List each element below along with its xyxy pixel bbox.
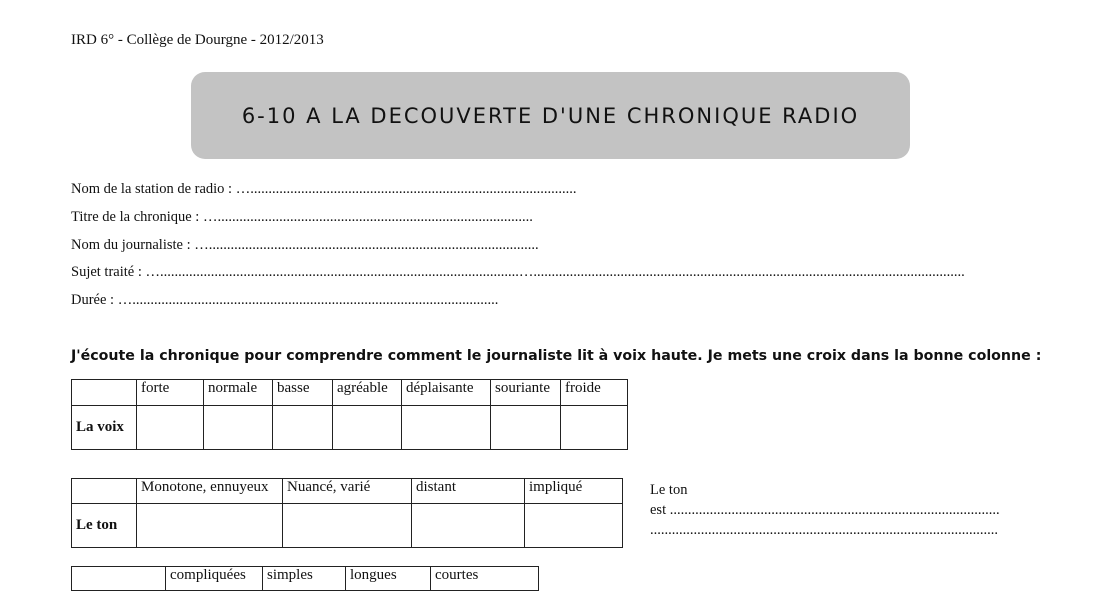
voix-header-cell: normale [204, 380, 273, 406]
ton-note [650, 480, 1000, 540]
voix-header-cell: souriante [491, 380, 561, 406]
table-corner [72, 380, 137, 406]
phrases-header-cell: longues [346, 567, 431, 591]
phrases-table [71, 566, 539, 591]
ton-header-cell: Nuancé, varié [283, 479, 412, 504]
checkbox-cell[interactable] [412, 504, 525, 548]
checkbox-cell[interactable] [137, 504, 283, 548]
voix-header-cell: froide [561, 380, 628, 406]
phrases-header-cell: courtes [431, 567, 539, 591]
ton-row-label: Le ton [72, 504, 137, 548]
instruction-text: J'écoute la chronique pour comprendre comment le journaliste lit à voix haute. Je mets une croix dans la bonne colonne : [71, 348, 1042, 364]
ton-note-line: ................................................................................................ [650, 522, 998, 538]
document-header: IRD 6° - Collège de Dourgne - 2012/2013 [71, 32, 324, 48]
table-corner [72, 479, 137, 504]
checkbox-cell[interactable] [491, 406, 561, 450]
ton-note-line: Le ton [650, 482, 688, 498]
checkbox-cell[interactable] [273, 406, 333, 450]
ton-header-cell: Monotone, ennuyeux [137, 479, 283, 504]
field-sujet: Sujet traité : …...................................................................................................…....................................................................................................................... [71, 264, 965, 280]
voix-table [71, 379, 628, 450]
checkbox-cell[interactable] [283, 504, 412, 548]
ton-table [71, 478, 623, 548]
ton-note-line: est ........................................................................................... [650, 502, 1000, 518]
checkbox-cell[interactable] [525, 504, 623, 548]
field-station: Nom de la station de radio : ….......................................................................................... [71, 181, 577, 197]
phrases-header-cell: simples [263, 567, 346, 591]
checkbox-cell[interactable] [561, 406, 628, 450]
page-title: 6-10 A LA DECOUVERTE D'UNE CHRONIQUE RADIO [241, 103, 860, 128]
voix-header-cell: basse [273, 380, 333, 406]
checkbox-cell[interactable] [402, 406, 491, 450]
voix-row-label: La voix [72, 406, 137, 450]
table-corner [72, 567, 166, 591]
checkbox-cell[interactable] [204, 406, 273, 450]
voix-header-cell: déplaisante [402, 380, 491, 406]
field-chronique: Titre de la chronique : …....................................................................................... [71, 209, 533, 225]
checkbox-cell[interactable] [137, 406, 204, 450]
title-banner [191, 72, 910, 159]
voix-header-cell: agréable [333, 380, 402, 406]
field-duree: Durée : …..................................................................................................... [71, 292, 499, 308]
ton-header-cell: impliqué [525, 479, 623, 504]
ton-header-cell: distant [412, 479, 525, 504]
phrases-header-cell: compliquées [166, 567, 263, 591]
checkbox-cell[interactable] [333, 406, 402, 450]
field-journaliste: Nom du journaliste : …........................................................................................... [71, 237, 539, 253]
voix-header-cell: forte [137, 380, 204, 406]
